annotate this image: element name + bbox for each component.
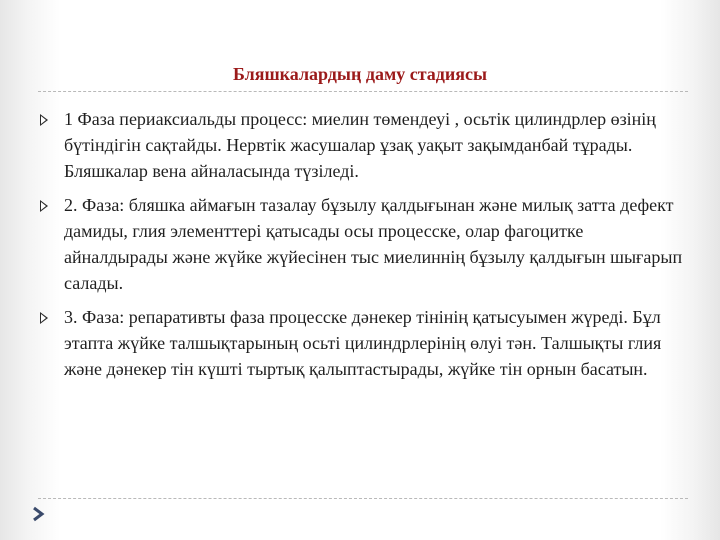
- triangle-arrow-icon: [40, 114, 48, 126]
- slide-title: Бляшкалардың даму стадиясы: [232, 64, 488, 84]
- title-divider: [38, 91, 688, 92]
- bullet-text: 2. Фаза: бляшка аймағын тазалау бұзылу қалдығынан және милық затта дефект дамиды, глия элементтері қатысады осы процесске, олар фагоцитке айналдырады және жүйке жүйесінен тыс миелиннің бұзылу қалдығын шығарып салады.: [64, 195, 683, 293]
- triangle-arrow-icon: [40, 200, 48, 212]
- bullet-item: [38, 192, 683, 296]
- bullet-text: 1 Фаза периаксиальды процесс: миелин төмендеуі , осьтік цилиндрлер өзінің бүтіндігін сақтайды. Нервтік жасушалар ұзақ уақыт зақымданбай тұрады. Бляшкалар вена айналасында түзіледі.: [64, 109, 656, 181]
- bullet-item: [38, 304, 683, 382]
- footer-divider: [38, 498, 688, 499]
- bullet-text: 3. Фаза: репаративты фаза процесске дәнекер тінінің қатысуымен жүреді. Бұл этапта жүйке талшықтарының осьті цилиндрлерінің өлуі тән. Талшықты глия және дәнекер тін күшті тыртық қалыптастырады, жүйке тін орнын басатын.: [64, 307, 662, 379]
- chevron-icon[interactable]: [31, 506, 45, 522]
- bullet-list: [38, 106, 683, 390]
- bullet-item: [38, 106, 683, 184]
- triangle-arrow-icon: [40, 312, 48, 324]
